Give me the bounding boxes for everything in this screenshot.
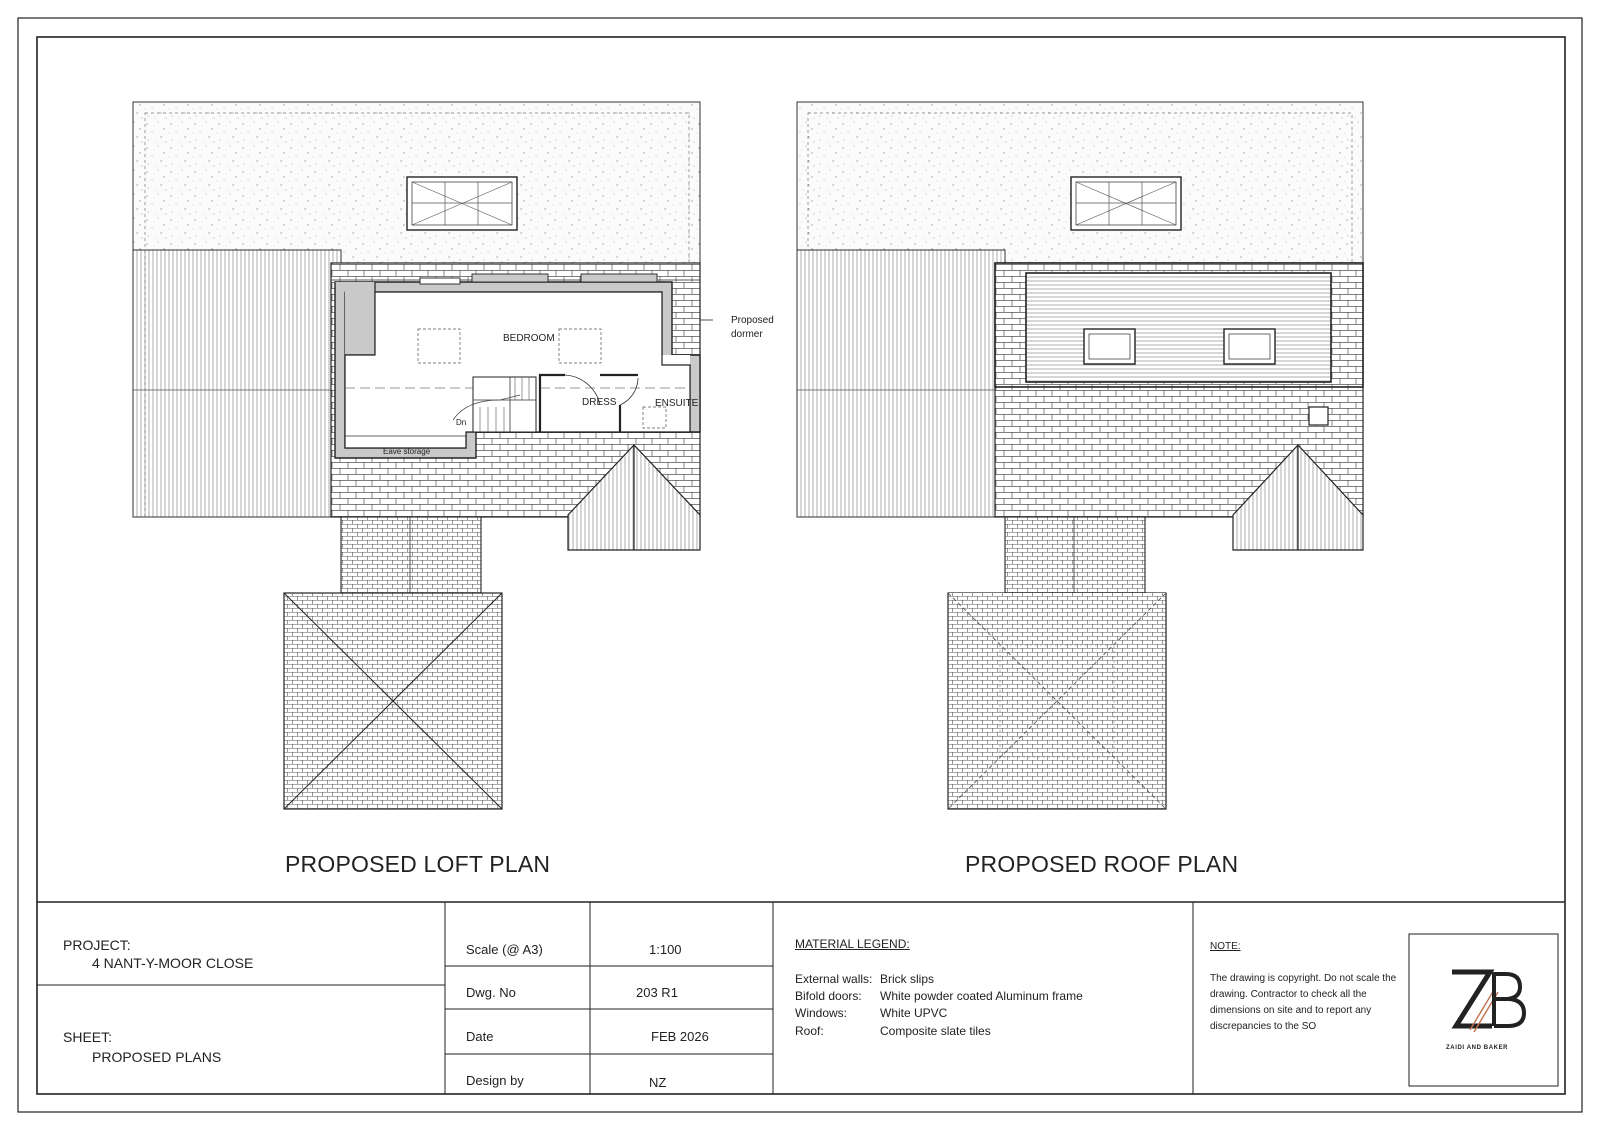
legend-key-windows: Windows:: [795, 1006, 848, 1020]
room-label-bedroom: BEDROOM: [503, 333, 555, 344]
roof-front-hipped-roof: [948, 593, 1166, 809]
loft-walls: [331, 274, 700, 458]
roof-side-roof: [797, 250, 1005, 517]
field-label-date: Date: [466, 1029, 494, 1044]
note-title: NOTE:: [1210, 941, 1241, 952]
room-label-dress: DRESS: [582, 397, 617, 408]
callout-dormer: dormer: [731, 329, 763, 340]
legend-key-roof: Roof:: [795, 1024, 824, 1038]
loft-link-roof: [341, 517, 481, 593]
room-label-ensuite: ENSUITE: [655, 398, 699, 409]
legend-value-windows: White UPVC: [880, 1006, 948, 1020]
field-value-design-by: NZ: [649, 1075, 667, 1090]
roof-rooflight-icon: [1071, 177, 1181, 230]
room-label-eave-storage: Eave storage: [383, 447, 431, 456]
legend-key-walls: External walls:: [795, 972, 873, 986]
project-value: 4 NANT-Y-MOOR CLOSE: [92, 955, 254, 971]
legend-value-doors: White powder coated Aluminum frame: [880, 989, 1083, 1003]
roof-link-roof: [1005, 517, 1145, 593]
stair-down-label: Dn: [456, 418, 467, 427]
roof-plan: [797, 102, 1363, 809]
legend-title: MATERIAL LEGEND:: [795, 937, 910, 951]
loft-front-hipped-roof: [284, 593, 502, 809]
field-value-dwg-no: 203 R1: [636, 985, 678, 1000]
field-value-date: FEB 2026: [651, 1029, 709, 1044]
field-label-scale: Scale (@ A3): [466, 942, 543, 957]
legend-value-roof: Composite slate tiles: [880, 1024, 991, 1038]
zb-logo-icon: [1452, 972, 1524, 1032]
legend-value-walls: Brick slips: [880, 972, 935, 986]
project-label: PROJECT:: [63, 937, 131, 953]
loft-rooflight-icon: [407, 177, 517, 230]
callout-proposed: Proposed: [731, 315, 774, 326]
logo-name: ZAIDI AND BAKER: [1446, 1045, 1509, 1051]
sheet-value: PROPOSED PLANS: [92, 1049, 222, 1065]
field-label-design-by: Design by: [466, 1073, 524, 1088]
loft-plan-title: PROPOSED LOFT PLAN: [285, 851, 551, 877]
roof-dormer-flat: [1026, 273, 1331, 382]
field-label-dwg-no: Dwg. No: [466, 985, 516, 1000]
roof-vent-icon: [1309, 407, 1328, 425]
roof-plan-title: PROPOSED ROOF PLAN: [965, 851, 1239, 877]
note-text: The drawing is copyright. Do not scale the drawing. Contractor to check all the dimensions on site and to report any discrepancies to the SO: [1210, 973, 1397, 1032]
loft-side-roof: [133, 250, 341, 517]
field-value-scale: 1:100: [649, 942, 682, 957]
sheet-label: SHEET:: [63, 1029, 113, 1045]
legend-key-doors: Bifold doors:: [795, 989, 862, 1003]
